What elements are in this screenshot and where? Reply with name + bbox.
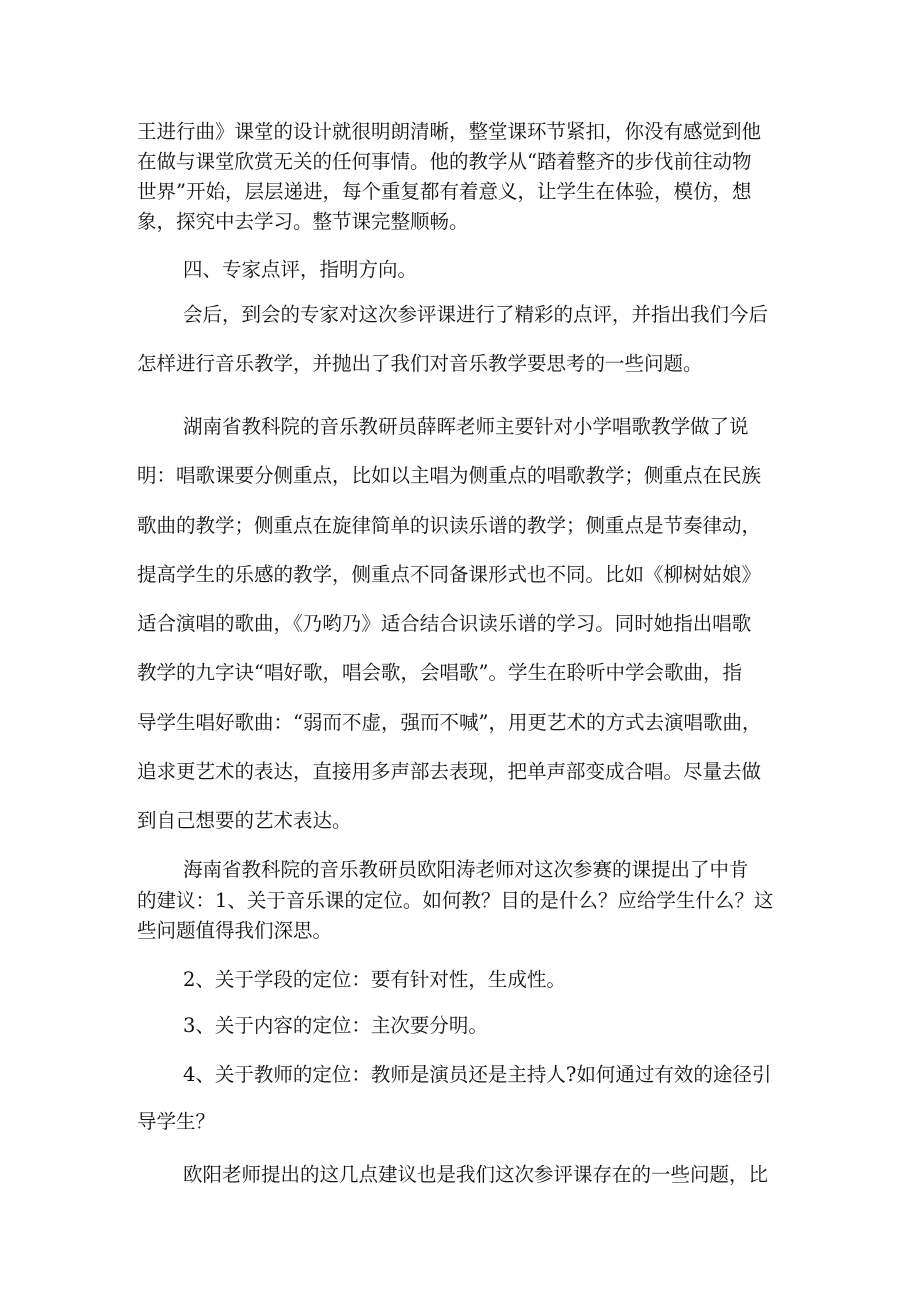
paragraph-line: 在做与课堂欣赏无关的任何事情。他的教学从“踏着整齐的步伐前往动物 (137, 150, 752, 173)
paragraph-line: 明：唱歌课要分侧重点，比如以主唱为侧重点的唱歌教学；侧重点在民族 (137, 464, 762, 487)
paragraph-line: 象，探究中去学习。整节课完整顺畅。 (137, 210, 469, 233)
paragraph-line: 世界”开始，层层递进，每个重复都有着意义，让学生在体验，模仿，想 (137, 180, 752, 203)
list-item: 4、关于教师的定位：教师是演员还是主持人?如何通过有效的途径引 (183, 1063, 772, 1086)
paragraph-line: 到自己想要的艺术表达。 (137, 809, 352, 832)
paragraph-line: 提高学生的乐感的教学，侧重点不同备课形式也不同。比如《柳树姑娘》 (137, 563, 762, 586)
paragraph-line: 会后，到会的专家对这次参评课进行了精彩的点评，并指出我们今后 (183, 303, 769, 326)
paragraph-line: 的建议：1、关于音乐课的定位。如何教？目的是什么？应给学生什么？这 (137, 889, 774, 912)
list-item-continuation: 导学生？ (137, 1110, 216, 1133)
paragraph-line: 追求更艺术的表达，直接用多声部去表现，把单声部变成合唱。尽量去做 (137, 760, 762, 783)
section-heading: 四、专家点评，指明方向。 (183, 258, 418, 281)
paragraph-line: 王进行曲》课堂的设计就很明朗清晰，整堂课环节紧扣，你没有感觉到他 (137, 120, 762, 143)
paragraph-line: 些问题值得我们深思。 (137, 919, 333, 942)
paragraph-line: 海南省教科院的音乐教研员欧阳涛老师对这次参赛的课提出了中肯 (183, 858, 749, 881)
list-item: 2、关于学段的定位：要有针对性，生成性。 (183, 968, 566, 991)
paragraph-line: 湖南省教科院的音乐教研员薛晖老师主要针对小学唱歌教学做了说 (183, 415, 749, 438)
paragraph-line: 适合演唱的歌曲，《乃哟乃》适合结合识读乐谱的学习。同时她指出唱歌 (137, 612, 752, 635)
paragraph-line: 怎样进行音乐教学，并抛出了我们对音乐教学要思考的一些问题。 (137, 352, 703, 375)
paragraph-line: 欧阳老师提出的这几点建议也是我们这次参评课存在的一些问题，比 (183, 1163, 769, 1186)
paragraph-line: 歌曲的教学；侧重点在旋律简单的识读乐谱的教学；侧重点是节奏律动， (137, 514, 762, 537)
list-item: 3、关于内容的定位：主次要分明。 (183, 1014, 488, 1037)
paragraph-line: 教学的九字诀“唱好歌，唱会歌，会唱歌”。学生在聆听中学会歌曲，指 (137, 661, 742, 684)
paragraph-line: 导学生唱好歌曲：“弱而不虚，强而不喊”，用更艺术的方式去演唱歌曲， (137, 711, 762, 734)
